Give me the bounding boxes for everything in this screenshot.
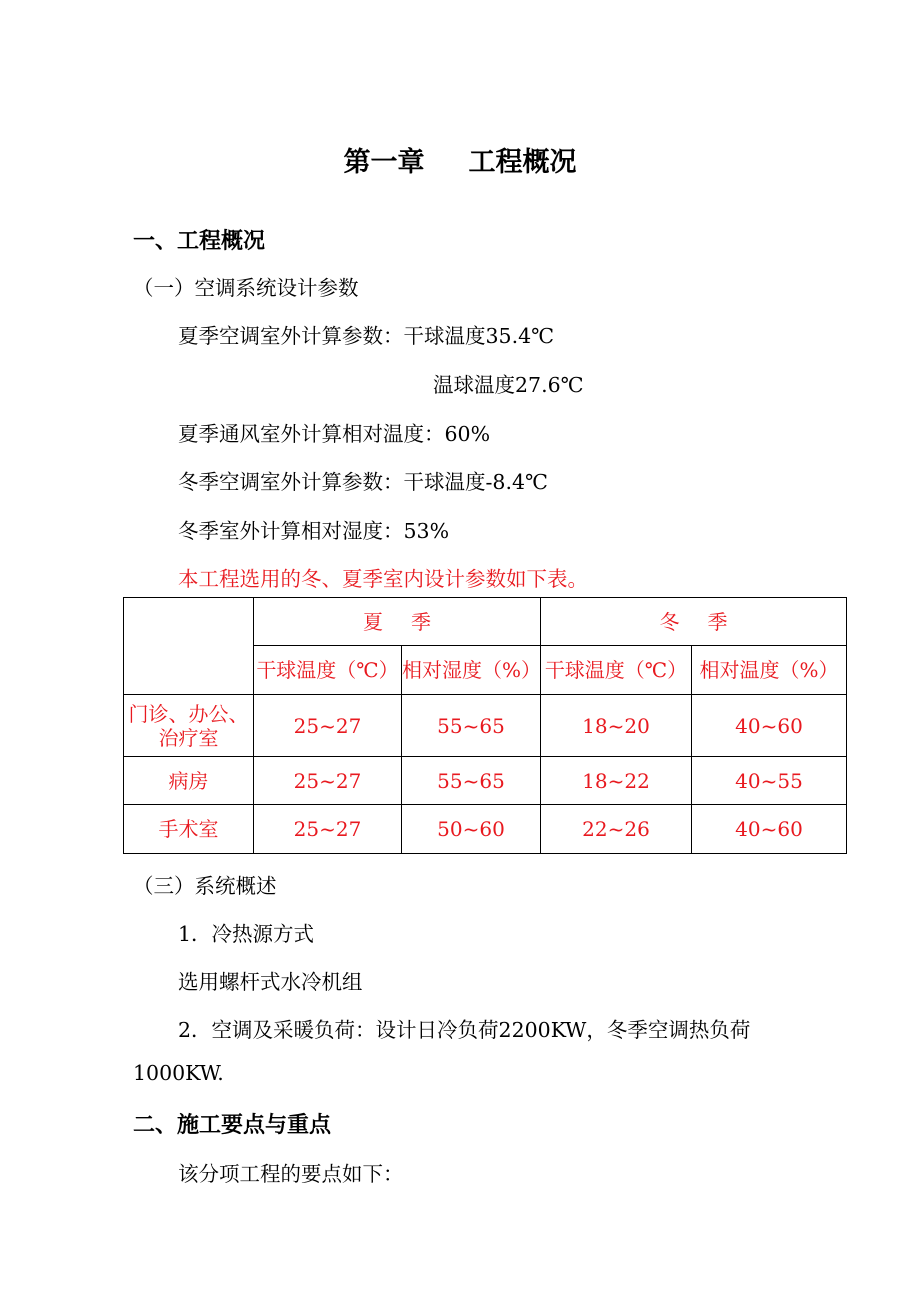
construction-intro: 该分项工程的要点如下： [178,1162,404,1186]
indoor-design-params-table [123,597,847,854]
header-summer-humidity: 相对湿度（%） [402,646,541,695]
cell-value: 50~60 [402,805,541,854]
subsection-design-params: （一）空调系统设计参数 [133,276,359,300]
table-row [124,695,847,757]
cell-value: 18~20 [541,695,692,757]
section-heading-construction: 二、施工要点与重点 [133,1113,332,1138]
table-intro: 本工程选用的冬、夏季室内设计参数如下表。 [178,567,588,591]
subsection-system-overview: （三）系统概述 [133,874,277,898]
cell-value: 40~60 [692,695,847,757]
table-corner-cell [124,598,254,695]
cell-value: 55~65 [402,757,541,805]
row-name-operating-room: 手术室 [124,805,254,854]
cell-value: 25~27 [254,695,402,757]
winter-ac-dry-bulb: 冬季空调室外计算参数：干球温度-8.4℃ [178,470,548,494]
cell-value: 25~27 [254,757,402,805]
item-load-line2: 1000KW. [133,1061,224,1085]
cell-value: 40~60 [692,805,847,854]
table-header-season-row [124,598,847,646]
chapter-title [0,140,920,179]
chapter-number: 第一章 [343,147,425,178]
cell-value: 55~65 [402,695,541,757]
winter-humidity: 冬季室外计算相对湿度：53% [178,519,450,543]
header-winter-humidity: 相对温度（%） [692,646,847,695]
header-winter-dry-bulb: 干球温度（℃） [541,646,692,695]
row-name-ward: 病房 [124,757,254,805]
summer-wet-bulb: 温球温度27.6℃ [433,373,584,397]
cell-value: 18~22 [541,757,692,805]
table-row [124,757,847,805]
header-summer-dry-bulb: 干球温度（℃） [254,646,402,695]
summer-ac-dry-bulb: 夏季空调室外计算参数：干球温度35.4℃ [178,324,555,348]
header-winter: 冬 季 [541,598,847,646]
cell-value: 22~26 [541,805,692,854]
cell-value: 40~55 [692,757,847,805]
chapter-name: 工程概况 [468,147,577,178]
item-cold-heat-source: 1．冷热源方式 [178,922,315,946]
row-name-outpatient: 门诊、办公、 治疗室 [124,695,254,757]
cell-value: 25~27 [254,805,402,854]
section-heading-overview: 一、工程概况 [133,229,266,254]
item-cold-heat-source-text: 选用螺杆式水冷机组 [178,970,363,994]
table-row [124,805,847,854]
summer-ventilation-humidity: 夏季通风室外计算相对温度：60% [178,422,491,446]
header-summer: 夏 季 [254,598,541,646]
item-load-line1: 2．空调及采暖负荷：设计日冷负荷2200KW，冬季空调热负荷 [178,1018,751,1042]
